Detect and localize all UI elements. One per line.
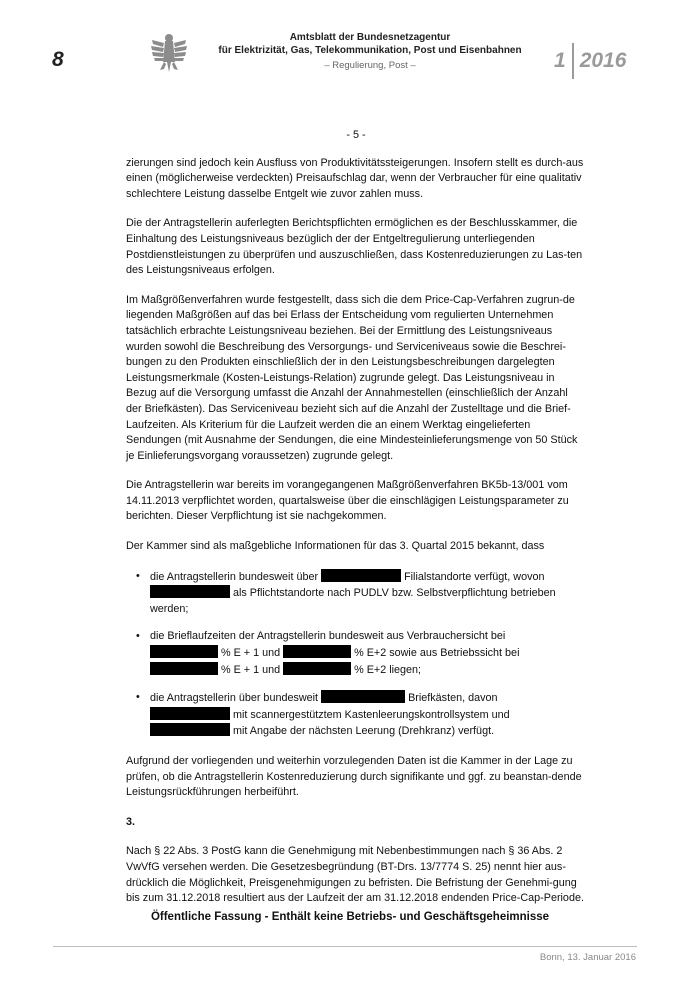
list-text: % E+2 liegen; xyxy=(354,663,422,676)
paragraph-1: zierungen sind jedoch kein Ausfluss von Produktivitätssteigerungen. Insofern stellt es durch-aus einen (möglicherweise verdeckten) Preisaufschlag dar, wenn der Verbraucher für eine qualitativ schlechtere Leistung dasselbe Entgelt wie zuvor zahlen muss. xyxy=(126,156,584,200)
list-text: werden; xyxy=(150,602,189,615)
paragraph-4: Die Antragstellerin war bereits im vorangegangenen Maßgrößenverfahren BK5b-13/001 vom 14.11.2013 verpflichtet worden, quartalsweise über die einschlägigen Leistungsparameter zu berichten. Dieser Verpflichtung ist sie nachgekommen. xyxy=(126,479,569,523)
list-line xyxy=(150,723,586,740)
page-number: 8 xyxy=(52,48,64,71)
list-text: die Antragstellerin bundesweit über xyxy=(150,570,319,583)
information-list xyxy=(126,569,586,740)
redaction-block xyxy=(283,662,351,675)
issue-marker xyxy=(554,44,626,78)
issue-number: 1 xyxy=(554,49,566,72)
public-version-notice: Öffentliche Fassung - Enthält keine Betriebs- und Geschäftsgeheimnisse xyxy=(150,911,550,923)
list-line xyxy=(150,662,586,679)
redaction-block xyxy=(283,645,351,658)
section-number: 3. xyxy=(126,815,136,828)
paragraph-6: Aufgrund der vorliegenden und weiterhin vorzulegenden Daten ist die Kammer in der Lage zu prüfen, ob die Antragstellerin Kostenreduzierung durch signifikante und ggf. zu beanstan-dende Leistungsrückführungen herbeiführt. xyxy=(126,755,582,799)
redaction-block xyxy=(321,569,401,582)
list-item-mailboxes xyxy=(126,690,586,740)
list-text: als Pflichtstandorte nach PUDLV bzw. Selbstverpflichtung betrieben xyxy=(233,587,556,600)
list-text: % E+2 sowie aus Betriebssicht bei xyxy=(354,647,520,660)
issue-year: 2016 xyxy=(579,49,627,72)
bullet-icon: • xyxy=(136,630,140,643)
list-text: % E + 1 und xyxy=(221,663,281,676)
bullet-icon: • xyxy=(136,691,140,704)
paragraph-3: Im Maßgrößenverfahren wurde festgestellt, dass sich die dem Price-Cap-Verfahren zugrun-de liegenden Maßgrößen auf das bei Erlass der Entscheidung vom regulierten Unternehmen tatsächlich erbrachte Leistungsniveau beziehen. Bei der Ermittlung des Leistungsniveaus wurden sowohl die Beschreibung des Versorgungs- und Serviceniveaus sowie die Beschrei-bungen zu den Produkten einschließlich der in den Leistungsbeschreibungen dargelegten Leistungsmerkmale (Kosten-Leistungs-Relation) zugrunde gelegt. Das Leistungsniveau in Bezug auf die Versorgung umfasst die Anzahl der Annahmestellen (einschließlich der Anzahl der Briefkästen). Das Serviceniveau bezieht sich auf die Anzahl der Zustelltage und die Brief-Laufzeiten. Als Kriterium für die Laufzeit werden die an einem Werktag eingelieferten Sendungen (mit Ausnahme der Sendungen, die eine Mindesteinlieferungsmenge von 50 Stück je Einlieferungsvorgang voraussetzen) zugrunde gelegt. xyxy=(126,293,578,462)
list-line xyxy=(150,645,586,662)
gazette-title-line-1: Amtsblatt der Bundesnetzagentur xyxy=(289,32,451,43)
gazette-title xyxy=(205,31,535,57)
redaction-block xyxy=(150,707,230,720)
redaction-block xyxy=(321,690,405,703)
redaction-block xyxy=(150,723,230,736)
paragraph-5: Der Kammer sind als maßgebliche Informationen für das 3. Quartal 2015 bekannt, dass xyxy=(126,540,545,553)
list-line xyxy=(150,585,586,602)
paragraph-2: Die der Antragstellerin auferlegten Berichtspflichten ermöglichen es der Beschlusskammer, die Einhaltung des Leistungsniveaus bezüglich der der Entgeltregulierung unterliegenden Postdienstleistungen zu überprüfen und auszuschließen, dass Kostenreduzierungen zu Las-ten des Leistungsniveaus erfolgen. xyxy=(126,217,583,277)
footer-date: Bonn, 13. Januar 2016 xyxy=(539,952,636,963)
paragraph-7: Nach § 22 Abs. 3 PostG kann die Genehmigung mit Nebenbestimmungen nach § 36 Abs. 2 VwVfG versehen werden. Die Gesetzesbegründung (BT-Drs. 13/7774 S. 25) nennt hier aus-drücklich die Möglichkeit, Preisgenehmigungen zu befristen. Die Befristung der Genehmi-gung bis zum 31.12.2018 resultiert aus der Laufzeit der am 31.12.2018 endenden Price-Cap-Periode. xyxy=(126,845,584,905)
list-line xyxy=(150,707,586,724)
footer-divider xyxy=(53,946,637,947)
gazette-title-line-2: für Elektrizität, Gas, Telekommunikation, Post und Eisenbahnen xyxy=(218,45,522,56)
redaction-block xyxy=(150,585,230,598)
list-text: % E + 1 und xyxy=(221,647,281,660)
gazette-subtitle: – Regulierung, Post – xyxy=(324,60,416,71)
redaction-block xyxy=(150,645,218,658)
inner-page-number: - 5 - xyxy=(346,129,366,141)
list-item-branches xyxy=(126,569,586,618)
list-item-delivery-times xyxy=(126,629,586,678)
list-text: Filialstandorte verfügt, wovon xyxy=(404,570,545,583)
list-text: mit scannergestütztem Kastenleerungskontrollsystem und xyxy=(233,708,510,721)
list-text: die Brieflaufzeiten der Antragstellerin bundesweit aus Verbrauchersicht bei xyxy=(150,630,506,643)
document-body xyxy=(126,128,586,921)
redaction-block xyxy=(150,662,218,675)
issue-divider xyxy=(572,43,574,79)
federal-eagle-icon xyxy=(150,32,188,74)
bullet-icon: • xyxy=(136,569,140,582)
list-text: mit Angabe der nächsten Leerung (Drehkranz) verfügt. xyxy=(233,725,495,738)
list-text: die Antragstellerin über bundesweit xyxy=(150,692,319,705)
list-text: Briefkästen, davon xyxy=(408,692,498,705)
